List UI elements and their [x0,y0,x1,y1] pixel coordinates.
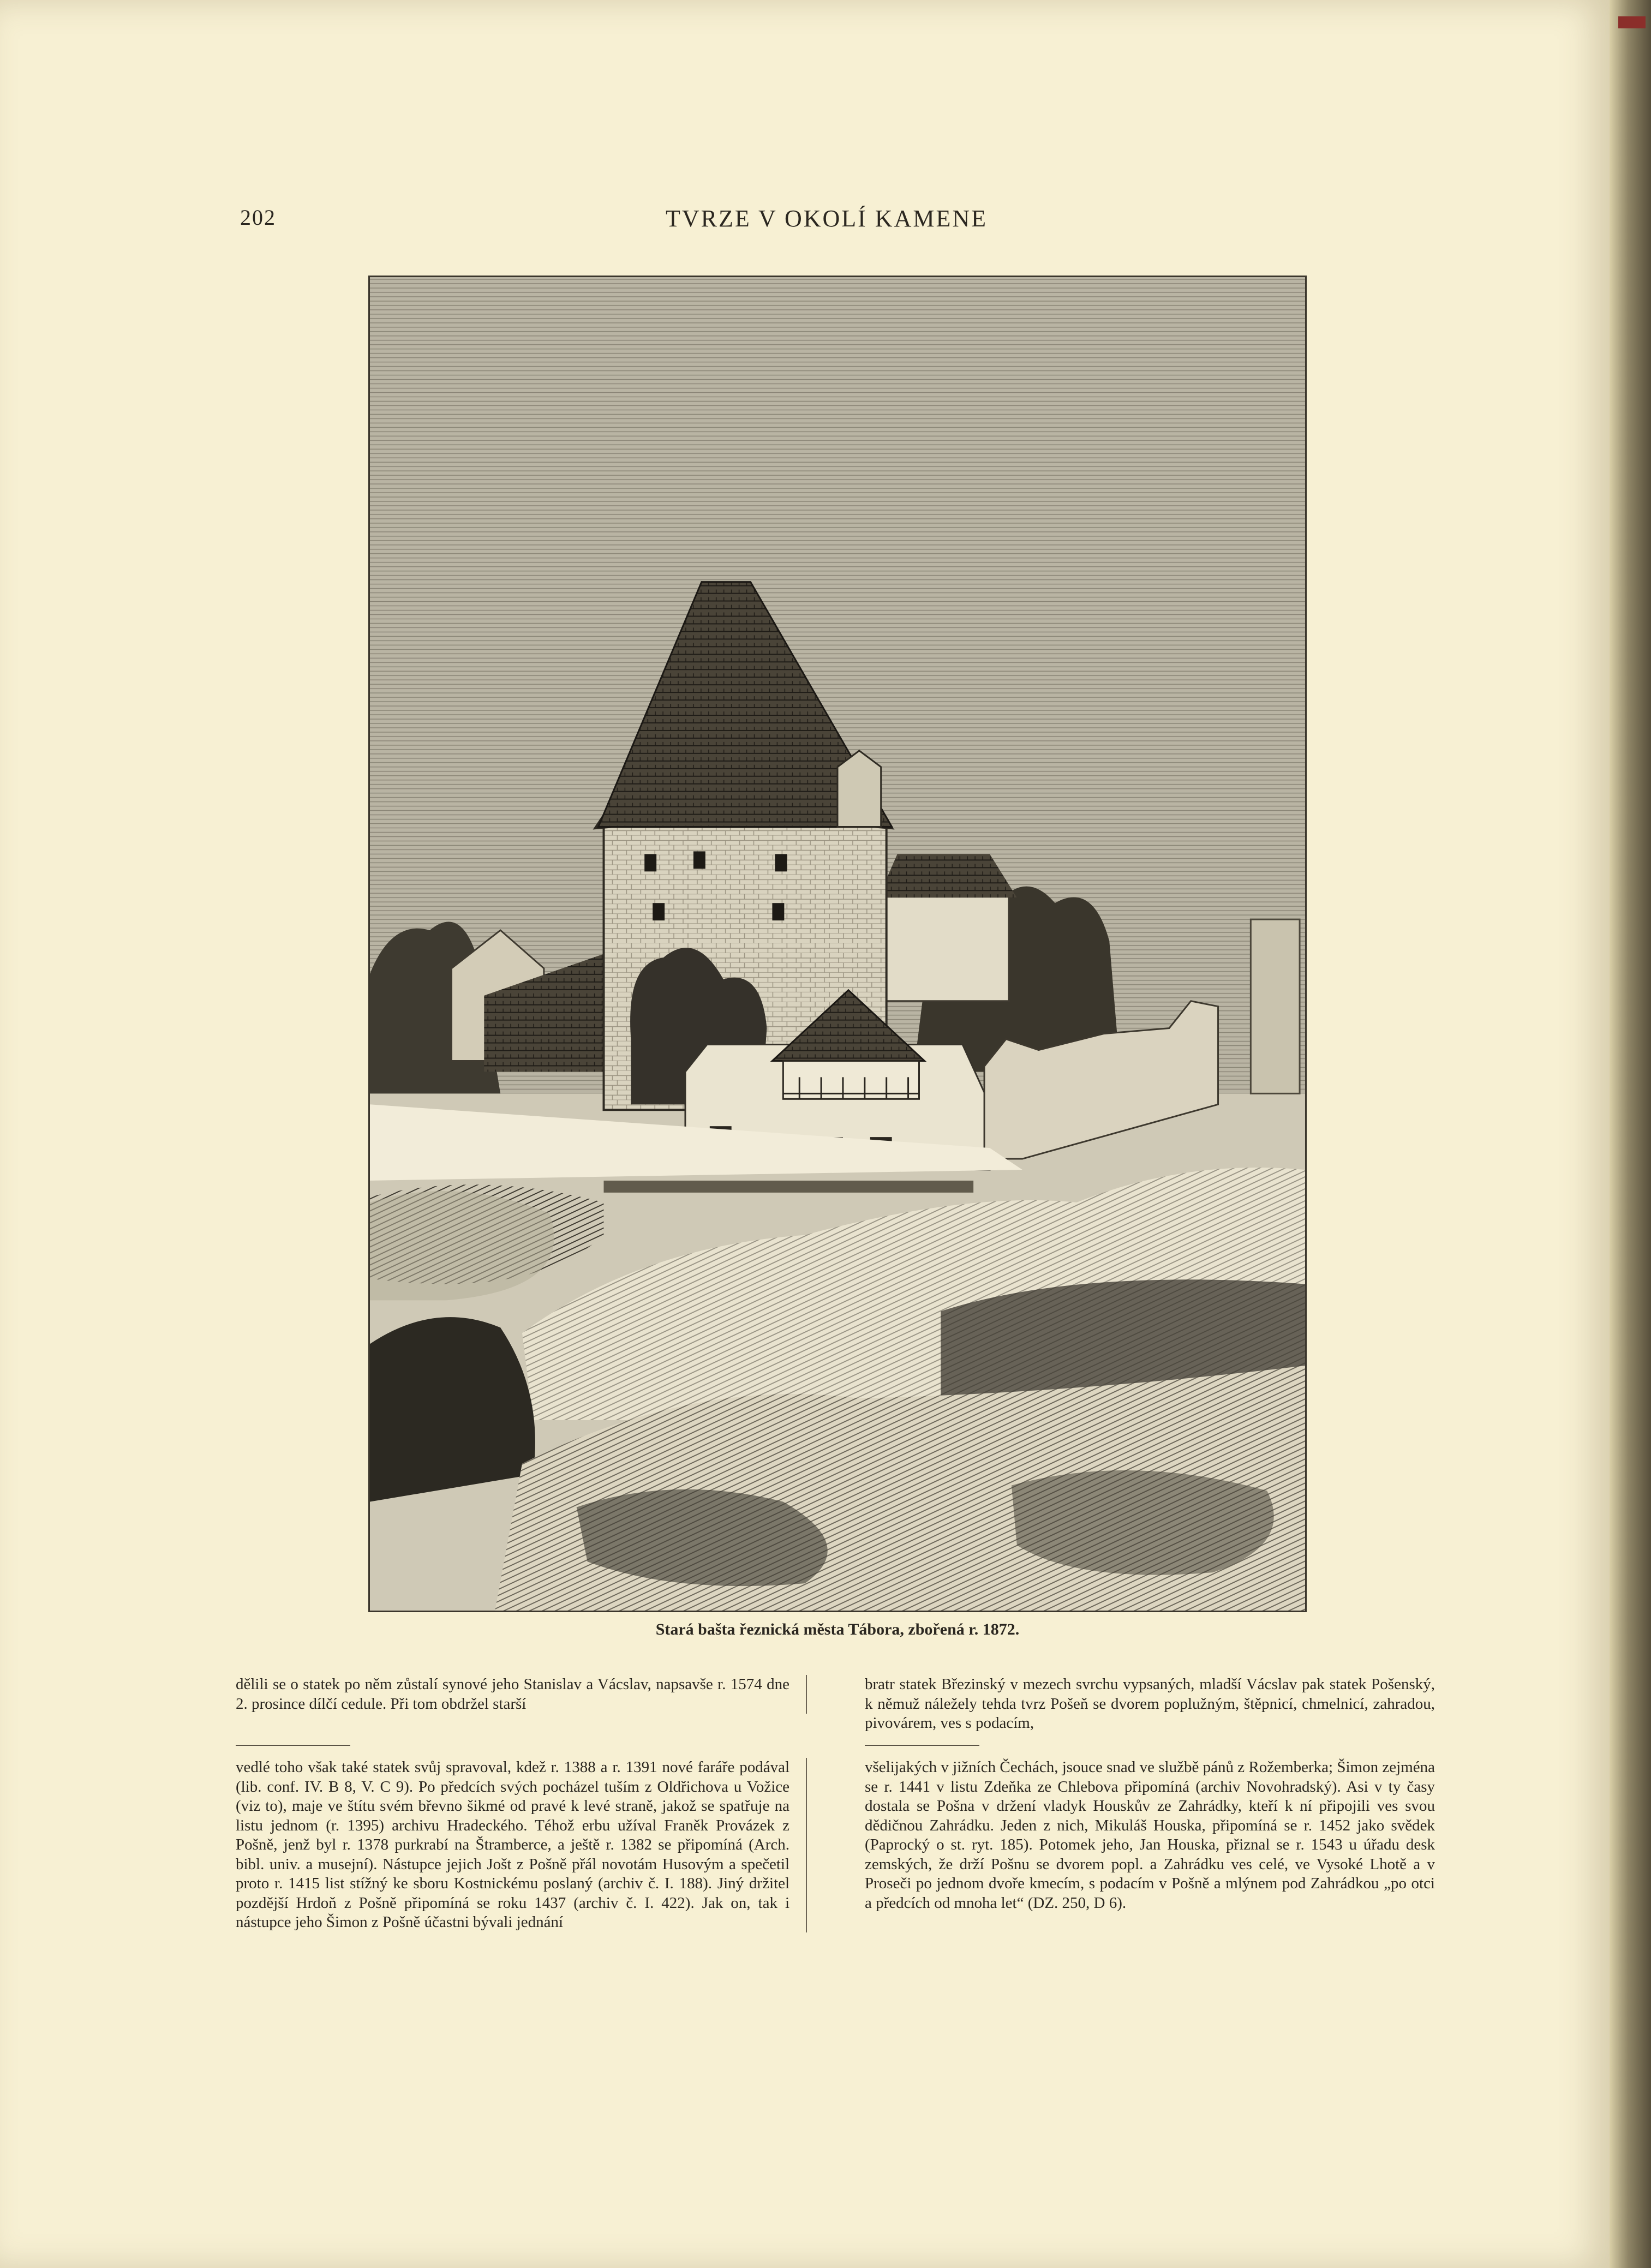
main-text-left-column [236,1675,807,1714]
main-text-right-column [865,1675,1435,1733]
running-title: TVRZE V OKOLÍ KAMENE [666,205,988,232]
running-head [240,205,1413,237]
main-text-right: bratr statek Březinský v mezech svrchu vypsaných, mladší Vácslav pak statek Pošenský, k němuž náležely tehda tvrz Pošeň se dvorem poplužným, štěpnicí, chmelnicí, zahradou, pivovárem, ves s podacím, [865,1675,1435,1732]
corner-color-tab [1618,16,1646,28]
footnote-rule-right [865,1745,979,1746]
footnote-left: vedlé toho však také statek svůj spravoval, kdež r. 1388 a r. 1391 nové faráře podával (lib. conf. IV. B 8, V. C 9). Po předcích svých pocházel tuším z Oldřichova u Vožice (viz to), maje ve štítu svém břevno šikmé od pravé k levé straně, jakož se spatřuje na listu jednom (r. 1395) archivu Hradeckého. Téhož erbu užíval Franěk Provázek z Pošně, jenž byl r. 1378 purkrabí na Štramberce, a ještě r. 1382 se připomíná (Arch. bibl. univ. a musejní). Nástupce jejich Jošt z Pošně přál novotám Husovým a spečetil proto r. 1415 list stížný ke sboru Kostnickému poslaný (archiv č. I. 188). Jiný držitel pozdější Hrdoň z Pošně připomíná se roku 1437 (archiv č. I. 422). Jak on, tak i nástupce jeho Šimon z Pošně účastni bývali jednání [236,1758,789,1931]
figure-caption: Stará bašta řeznická města Tábora, zbořená r. 1872. [655,1620,1020,1638]
footnote-right-column [865,1758,1435,1913]
footnote-right: všelijakých v jižních Čechách, jsouce snad ve službě pánů z Rožemberka; Šimon zejména se r. 1441 v listu Zdeňka ze Chlebova připomíná (archiv Novohradský). Asi v ty časy dostala se Pošna v držení vladyk Houskův ze Zahrádky, kteří k ní připojili ves svou dědičnou Zahrádku. Jeden z nich, Mikuláš Houska, připomíná se r. 1452 jako svědek (Paprocký o st. ryt. 185). Potomek jeho, Jan Houska, přiznal se r. 1543 u úřadu desk zemských, že drží Pošnu se dvorem popl. a Zahrádku ves celé, ve Vysoké Lhotě a v Proseči po jednom dvoře kmecím, s podacím v Pošně a mlýnem pod Zahrádkou „po otci a předcích od mnoha let“ (DZ. 250, D 6). [865,1758,1435,1912]
page-number: 202 [240,205,276,230]
tower-engraving [370,277,1305,1611]
footnote-rule-left [236,1745,350,1746]
footnote-left-column [236,1758,807,1932]
engraving-illustration [368,276,1307,1612]
main-text-left: dělili se o statek po něm zůstalí synové jeho Stanislav a Vácslav, napsavše r. 1574 dne 2. prosince dílčí cedule. Při tom obdržel starší [236,1675,789,1713]
book-spine-edge [1610,0,1651,2268]
